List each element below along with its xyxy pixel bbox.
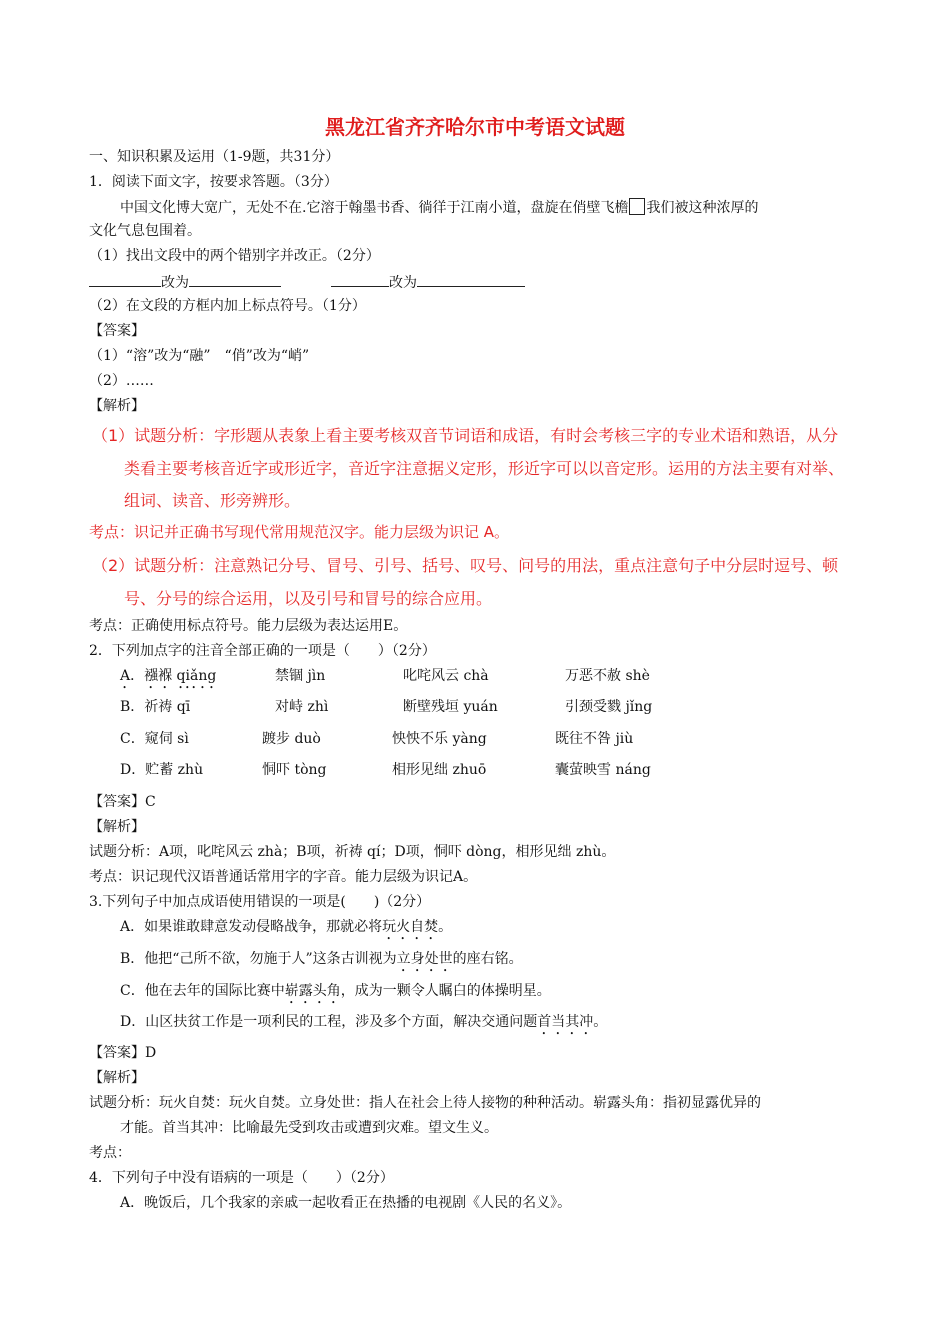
q2-kaodian: 考点：识记现代汉语普通话常用字的字音。能力层级为识记A。 (89, 869, 478, 885)
q3-a-end: 。 (438, 919, 453, 935)
q1-blanks-line (89, 272, 525, 292)
q1-answer-2: （2）…… (89, 373, 154, 389)
page-title: 黑龙江省齐齐哈尔市中考语文试题 (325, 115, 625, 139)
change-to-label-1: 改为 (161, 275, 189, 291)
q2-b-1: B．祈祷 qī (120, 699, 191, 715)
q1-passage-part1: 中国文化博大宽广，无处不在.它溶于翰墨书香、徜徉于江南小道，盘旋在俏壁飞檐 (120, 200, 629, 216)
q2-a-3: 叱咤风云 chà (403, 668, 489, 684)
q1-sub2: （2）在文段的方框内加上标点符号。（1分） (89, 298, 366, 314)
q1-stem: 1．阅读下面文字，按要求答题。（3分） (89, 174, 338, 190)
q2-c-1: C．窥伺 sì (120, 731, 189, 747)
q2-a-4: 万恶不赦 shè (565, 668, 650, 684)
q3-option-c (120, 982, 551, 1007)
q3-c-text: C．他在去年的国际比赛中 (120, 983, 285, 999)
q2-c-2: 踱步 duò (262, 731, 321, 747)
q3-b-text: B．他把“己所不欲，勿施于人”这条古训视为 (120, 951, 397, 967)
q3-analysis-1: 试题分析：玩火自焚：玩火自焚。立身处世：指人在社会上待人接物的种种活动。崭露头角：指初显露优异的 (89, 1095, 761, 1111)
blank-2[interactable] (189, 272, 281, 287)
q1-sub1: （1）找出文段中的两个错别字并改正。（2分） (89, 248, 380, 264)
q3-a-idiom: 玩火自焚 (382, 919, 439, 935)
q4-option-a: A．晚饭后，几个我家的亲戚一起收看正在热播的电视剧《人民的名义》。 (120, 1195, 572, 1211)
q2-c-3: 怏怏不乐 yàng (392, 731, 487, 747)
q2-analysis-label: 【解析】 (89, 819, 145, 835)
blank-1[interactable] (89, 272, 161, 287)
q1-red-analysis-1a: （1）试题分析：字形题从表象上看主要考核双音节词语和成语，有时会考核三字的专业术语和熟语，从分 (92, 426, 839, 445)
q3-c-idiom: 崭露头角 (284, 983, 341, 999)
q2-b-2: 对峙 zhì (275, 699, 329, 715)
q3-stem: 3.下列句子中加点成语使用错误的一项是( )（2分） (89, 894, 431, 910)
q2-d-3: 相形见绌 zhuō (392, 762, 487, 778)
q2-b-4: 引颈受戮 jǐng (565, 699, 653, 715)
q1-passage-line2: 文化气息包围着。 (89, 223, 201, 239)
q2-c-4: 既往不咎 jiù (555, 731, 634, 747)
section-heading: 一、知识积累及运用（1-9题，共31分） (89, 149, 340, 165)
q3-option-b (120, 950, 523, 975)
q3-d-idiom: 首当其冲 (537, 1014, 594, 1030)
q3-answer: 【答案】D (89, 1045, 157, 1061)
q2-answer: 【答案】C (89, 794, 156, 810)
q2-analysis: 试题分析：A项，叱咤风云 zhà；B项，祈祷 qí；D项，恫吓 dòng，相形见绌 zhù。 (89, 844, 616, 860)
q1-passage-part2: 我们被这种浓厚的 (646, 200, 759, 216)
q1-red-analysis-1b: 类看主要考核音近字或形近字，音近字注意据义定形，形近字可以以音定形。运用的方法主要有对举、 (124, 459, 845, 478)
q3-d-text: D．山区扶贫工作是一项利民的工程，涉及多个方面，解决交通问题 (120, 1014, 538, 1030)
q2-d-2: 恫吓 tòng (262, 762, 327, 778)
q3-c-end: ，成为一颗令人瞩白的体操明星。 (340, 983, 551, 999)
q3-option-a (120, 918, 452, 943)
q3-d-end: 。 (593, 1014, 608, 1030)
blank-4[interactable] (417, 272, 525, 287)
q3-analysis-label: 【解析】 (89, 1070, 145, 1086)
q2-d-4: 囊萤映雪 náng (555, 762, 651, 778)
q1-passage-line1 (120, 198, 758, 217)
change-to-label-2: 改为 (389, 275, 417, 291)
q2-a-2: 禁锢 jìn (275, 668, 326, 684)
q1-red-analysis-2a: （2）试题分析：注意熟记分号、冒号、引号、括号、叹号、问号的用法，重点注意句子中分层时逗号、顿 (92, 556, 839, 575)
blank-3[interactable] (331, 272, 389, 287)
q3-analysis-2: 才能。首当其冲：比喻最先受到攻击或遭到灾难。望文生义。 (120, 1120, 498, 1136)
q1-answer-1: （1）“溶”改为“融” “俏”改为“峭” (89, 348, 310, 364)
q3-kaodian: 考点： (89, 1145, 131, 1161)
q2-b-3: 断壁残垣 yuán (403, 699, 498, 715)
q3-b-idiom: 立身处世 (396, 951, 453, 967)
q1-analysis-label: 【解析】 (89, 398, 145, 414)
q1-red-analysis-1c: 组词、读音、形旁辨形。 (124, 491, 301, 510)
q1-red-kaodian: 考点：识记并正确书写现代常用规范汉字。能力层级为识记 A。 (89, 523, 510, 541)
q3-option-d (120, 1013, 607, 1038)
q1-kaodian-2: 考点：正确使用标点符号。能力层级为表达运用E。 (89, 618, 408, 634)
q3-a-text: A．如果谁敢肆意发动侵略战争，那就必将 (120, 919, 383, 935)
q4-stem: 4．下列句子中没有语病的一项是（ ）（2分） (89, 1170, 394, 1186)
q1-red-analysis-2b: 号、分号的综合运用，以及引号和冒号的综合应用。 (124, 589, 493, 608)
q1-answer-label: 【答案】 (89, 323, 145, 339)
punctuation-box (629, 198, 645, 215)
q3-b-end: 的座右铭。 (452, 951, 523, 967)
q2-a-1: A．襁褓 qiǎng (120, 668, 217, 684)
q2-d-1: D．贮蓄 zhù (120, 762, 204, 778)
q2-stem: 2．下列加点字的注音全部正确的一项是（ ）（2分） (89, 643, 436, 659)
